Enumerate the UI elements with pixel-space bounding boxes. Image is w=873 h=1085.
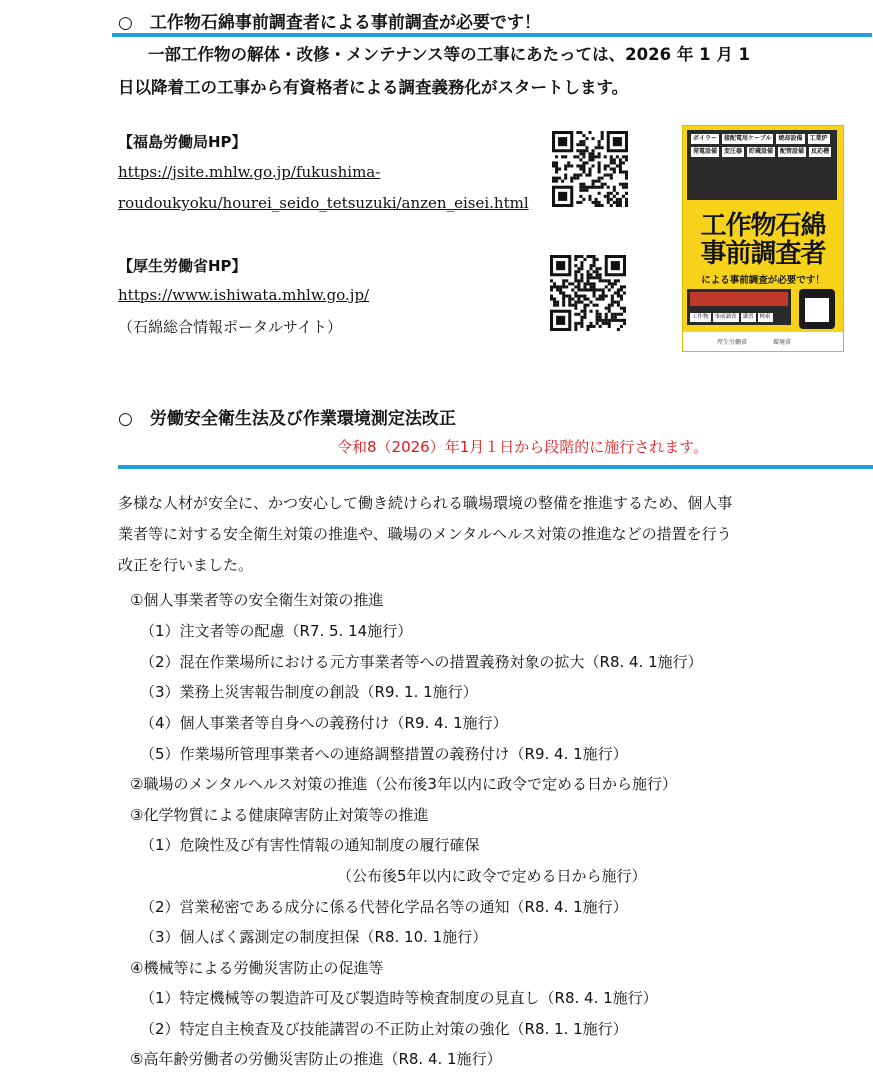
mhlw-qr-code[interactable] (550, 255, 626, 331)
poster-footer (683, 332, 843, 351)
poster-tag: 配管設備 (780, 148, 805, 155)
poster-search-bar (690, 313, 773, 322)
list-item: （1）危険性及び有害性情報の通知制度の履行確保 (140, 836, 480, 854)
list-item: （1）注文者等の配慮（R7. 5. 14施行） (140, 622, 413, 640)
list-item: ③化学物質による健康障害防止対策等の推進 (130, 806, 429, 824)
section1-heading: ○ 工作物石綿事前調査者による事前調査が必要です！ (118, 13, 541, 33)
list-item: （5）作業場所管理事業者への連絡調整措置の義務付け（R9. 4. 1施行） (140, 745, 628, 763)
poster-tag: 工業炉 (809, 135, 828, 142)
poster-title-line1: 工作物石綿 (700, 211, 826, 241)
section2-divider (118, 465, 873, 469)
mhlw-hp-link[interactable]: https://www.ishiwata.mhlw.go.jp/ (118, 286, 370, 304)
mhlw-hp-label: 【厚生労働省HP】 (118, 257, 247, 275)
fukushima-hp-link-block[interactable] (118, 157, 529, 219)
section2-paragraph (118, 488, 818, 581)
list-item: ②職場のメンタルヘルス対策の推進（公布後3年以内に政令で定める日から施行） (130, 775, 677, 793)
poster-search-word: 事前調査 (714, 314, 737, 320)
poster-logo-env: 環境省 (773, 339, 792, 346)
list-item: （2）混在作業場所における元方事業者等への措置義務対象の拡大（R8. 4. 1施行） (140, 653, 703, 671)
poster-tag: 変圧器 (724, 148, 743, 155)
poster-logo-mhlw: 厚生労働省 (717, 339, 748, 346)
poster-search-word: 講習 (742, 314, 754, 320)
phone-icon (799, 289, 835, 329)
poster-subtitle: による事前調査が必要です！ (701, 275, 825, 286)
poster-info-box (687, 289, 791, 325)
poster-tag: 接配電用ケーブル (724, 135, 772, 142)
para-line-2: 業者等に対する安全衛生対策の推進や、職場のメンタルヘルス対策の推進などの措置を行う (118, 525, 732, 543)
mhlw-hp-note: （石綿総合情報ポータルサイト） (118, 318, 342, 336)
para-line-1: 多様な人材が安全に、かつ安心して働き続けられる職場環境の整備を推進するため、個人事 (118, 494, 733, 512)
asbestos-poster-image (682, 125, 844, 352)
list-item: （公布後5年以内に政令で定める日から施行） (337, 867, 647, 885)
poster-qr-icon (805, 298, 829, 322)
poster-search-word: 工作物 (692, 314, 709, 320)
poster-tag: ボイラー (693, 135, 718, 142)
intro-line-2: 日以降着工の工事から有資格者による調査義務化がスタートします。 (118, 78, 629, 97)
section1-divider (112, 33, 872, 37)
poster-search-word: 検索 (759, 314, 771, 320)
poster-warning-band (690, 292, 788, 306)
para-line-3: 改正を行いました。 (118, 556, 254, 574)
section1-intro (118, 38, 808, 104)
list-item: （3）個人ばく露測定の制度担保（R8. 10. 1施行） (140, 928, 488, 946)
list-item: ①個人事業者等の安全衛生対策の推進 (130, 591, 384, 609)
fukushima-qr-code[interactable] (552, 131, 628, 207)
poster-tag: 反応槽 (811, 148, 830, 155)
poster-tag: 焼却設備 (778, 135, 803, 142)
section2-effective-date: 令和8（2026）年1月１日から段階的に施行されます。 (337, 438, 709, 456)
fukushima-hp-link-line1[interactable]: https://jsite.mhlw.go.jp/fukushima- (118, 163, 381, 181)
poster-tag-panel (687, 130, 837, 200)
fukushima-hp-link-line2[interactable]: roudoukyoku/hourei_seido_tetsuzuki/anzen_eisei.html (118, 194, 529, 212)
fukushima-hp-label: 【福島労働局HP】 (118, 133, 247, 151)
poster-tag: 発電設備 (693, 148, 718, 155)
section2-heading: ○ 労働安全衛生法及び作業環境測定法改正 (118, 409, 456, 429)
list-item: （2）特定自主検査及び技能講習の不正防止対策の強化（R8. 1. 1施行） (140, 1020, 628, 1038)
poster-tag: 貯蔵設備 (749, 148, 774, 155)
list-item: （4）個人事業者等自身への義務付け（R9. 4. 1施行） (140, 714, 508, 732)
list-item: （1）特定機械等の製造許可及び製造時等検査制度の見直し（R8. 4. 1施行） (140, 989, 658, 1007)
poster-title-line2: 事前調査者 (700, 239, 826, 269)
intro-line-1: 一部工作物の解体・改修・メンテナンス等の工事にあたっては、2026 年 1 月 1 (148, 45, 751, 64)
poster-title (683, 212, 843, 268)
list-item: ⑤高年齢労働者の労働災害防止の推進（R8. 4. 1施行） (130, 1050, 502, 1068)
list-item: ④機械等による労働災害防止の促進等 (130, 959, 384, 977)
list-item: （3）業務上災害報告制度の創設（R9. 1. 1施行） (140, 683, 478, 701)
list-item: （2）営業秘密である成分に係る代替化学品名等の通知（R8. 4. 1施行） (140, 898, 628, 916)
